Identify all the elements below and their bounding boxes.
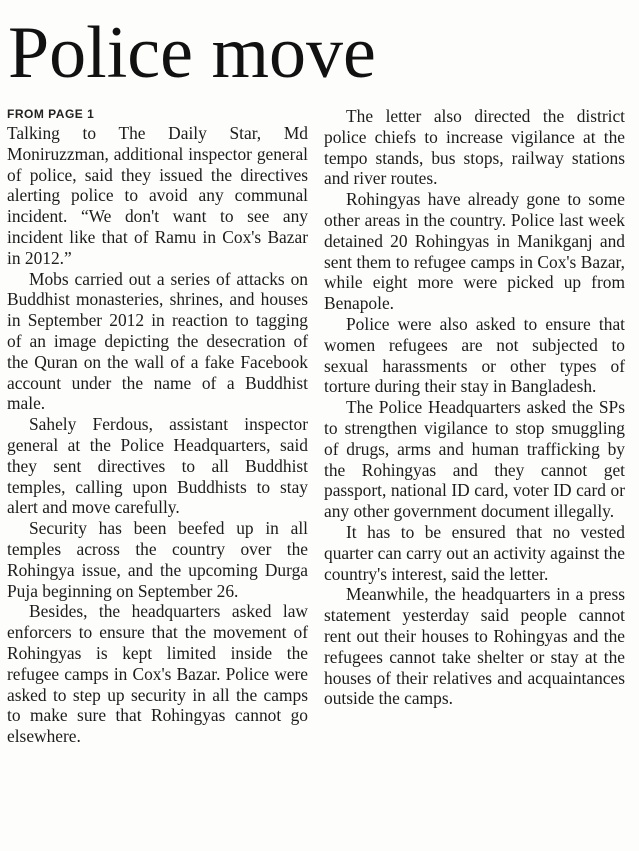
- article-paragraph: Rohingyas have already gone to some other areas in the country. Police last week detained 20 Rohingyas in Manikganj and sent them to refugee camps in Cox's Bazar, while eight more were picked up from Benapole.: [324, 189, 625, 314]
- article-paragraph: Security has been beefed up in all temples across the country over the Rohingya issue, and the upcoming Durga Puja beginning on September 26.: [7, 518, 308, 601]
- continuation-kicker: FROM PAGE 1: [7, 107, 95, 121]
- article-column-right: [324, 106, 625, 709]
- article-paragraph: Besides, the headquarters asked law enforcers to ensure that the movement of Rohingyas is kept limited inside the refugee camps in Cox's Bazar. Police were asked to step up security in all the camps to make sure that Rohingyas cannot go elsewhere.: [7, 601, 308, 747]
- article-paragraph: The letter also directed the district police chiefs to increase vigilance at the tempo stands, bus stops, railway stations and river routes.: [324, 106, 625, 189]
- article-paragraph: Sahely Ferdous, assistant inspector general at the Police Headquarters, said they sent directives to all Buddhist temples, calling upon Buddhists to stay alert and move carefully.: [7, 414, 308, 518]
- article-column-left: [7, 106, 308, 747]
- article-paragraph: Talking to The Daily Star, Md Moniruzzman, additional inspector general of police, said they issued the directives alerting police to avoid any communal incident. “We don't want to see any incident like that of Ramu in Cox's Bazar in 2012.”: [7, 123, 308, 268]
- article-paragraph: Meanwhile, the headquarters in a press statement yesterday said people cannot rent out their houses to Rohingyas and the refugees cannot take shelter or stay at the houses of their relatives and acquaintances outside the camps.: [324, 584, 625, 709]
- article-paragraph: Police were also asked to ensure that women refugees are not subjected to sexual harassments or other types of torture during their stay in Bangladesh.: [324, 313, 625, 397]
- headline: Police move: [8, 12, 376, 94]
- article-paragraph: It has to be ensured that no vested quarter can carry out an activity against the country's interest, said the letter.: [324, 521, 625, 584]
- article-paragraph: Mobs carried out a series of attacks on Buddhist monasteries, shrines, and houses in September 2012 in reaction to tagging of an image depicting the desecration of the Quran on the wall of a fake Facebook account under the name of a Buddhist male.: [7, 268, 308, 414]
- article-paragraph: The Police Headquarters asked the SPs to strengthen vigilance to stop smuggling of drugs, arms and human trafficking by the Rohingyas and they cannot get passport, national ID card, voter ID card or any other government document illegally.: [324, 397, 625, 522]
